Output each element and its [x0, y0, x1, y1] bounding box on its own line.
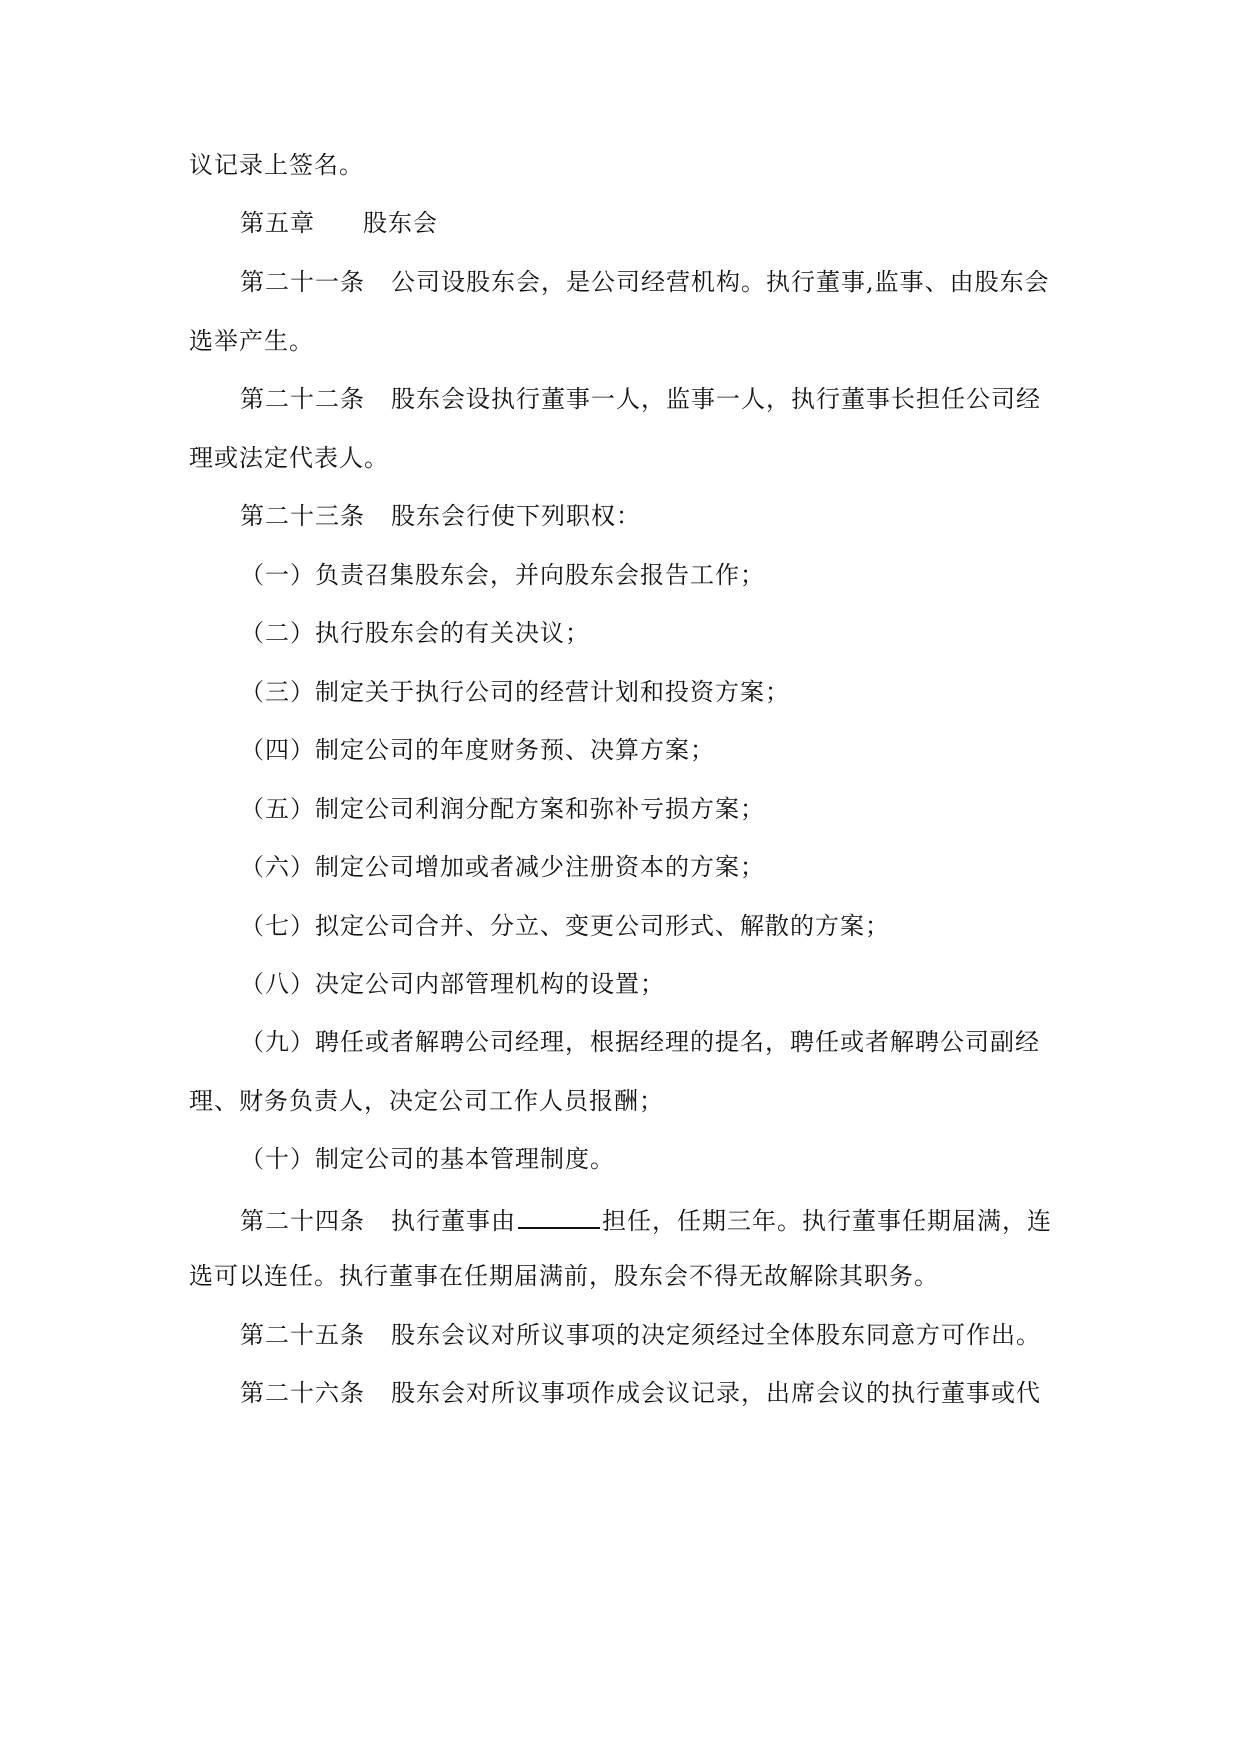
article-24-continued	[189, 1261, 939, 1291]
list-item-text: （七）拟定公司合并、分立、变更公司形式、解散的方案；	[240, 912, 890, 940]
list-item	[240, 969, 665, 999]
list-item	[240, 794, 765, 824]
article-21	[240, 267, 1050, 297]
article-number: 第二十五条	[240, 1321, 365, 1349]
list-item-text: （六）制定公司增加或者减少注册资本的方案；	[240, 853, 765, 881]
article-22-continued	[189, 443, 389, 473]
article-number: 第二十四条	[240, 1207, 365, 1235]
article-text-after-blank: 担任，任期三年。执行董事任期届满，连	[602, 1207, 1052, 1235]
list-item	[240, 735, 715, 765]
list-item-text: （九）聘任或者解聘公司经理，根据经理的提名，聘任或者解聘公司副经	[240, 1028, 1040, 1056]
article-text: 公司设股东会，是公司经营机构。执行董事,监事、由股东会	[391, 268, 1050, 296]
list-item-continued	[189, 1086, 664, 1116]
article-25	[240, 1320, 1041, 1350]
list-item-text: （三）制定关于执行公司的经营计划和投资方案；	[240, 678, 790, 706]
article-23	[240, 501, 641, 531]
list-item-text: （四）制定公司的年度财务预、决算方案；	[240, 736, 715, 764]
list-item-text: （一）负责召集股东会，并向股东会报告工作；	[240, 561, 765, 589]
list-item	[240, 618, 590, 648]
article-21-continued	[189, 326, 314, 356]
line-text: 理、财务负责人，决定公司工作人员报酬；	[189, 1087, 664, 1115]
text-line-continued	[189, 150, 364, 180]
article-text: 股东会议对所议事项的决定须经过全体股东同意方可作出。	[391, 1321, 1041, 1349]
article-number: 第二十三条	[240, 502, 365, 530]
list-item-text: （十）制定公司的基本管理制度。	[240, 1145, 615, 1173]
chapter-heading	[240, 208, 438, 238]
line-text: 议记录上签名。	[189, 151, 364, 179]
line-text: 选可以连任。执行董事在任期届满前，股东会不得无故解除其职务。	[189, 1262, 939, 1290]
list-item-text: （八）决定公司内部管理机构的设置；	[240, 970, 665, 998]
line-text: 选举产生。	[189, 327, 314, 355]
article-number: 第二十六条	[240, 1379, 365, 1407]
article-22	[240, 384, 1041, 414]
article-number: 第二十一条	[240, 268, 365, 296]
list-item-text: （五）制定公司利润分配方案和弥补亏损方案；	[240, 795, 765, 823]
article-text: 股东会设执行董事一人，监事一人，执行董事长担任公司经	[391, 385, 1041, 413]
article-text: 股东会对所议事项作成会议记录，出席会议的执行董事或代	[391, 1379, 1041, 1407]
article-26	[240, 1378, 1041, 1408]
article-text-before-blank: 执行董事由	[391, 1207, 516, 1235]
line-text: 理或法定代表人。	[189, 444, 389, 472]
list-item	[240, 852, 765, 882]
fill-in-blank	[518, 1203, 600, 1229]
list-item	[240, 677, 790, 707]
chapter-title: 股东会	[363, 209, 438, 237]
list-item-text: （二）执行股东会的有关决议；	[240, 619, 590, 647]
list-item	[240, 911, 890, 941]
list-item	[240, 560, 765, 590]
article-number: 第二十二条	[240, 385, 365, 413]
list-item	[240, 1144, 615, 1174]
article-text: 股东会行使下列职权：	[391, 502, 641, 530]
article-24	[240, 1203, 1052, 1236]
list-item	[240, 1027, 1040, 1057]
chapter-number: 第五章	[240, 209, 315, 237]
